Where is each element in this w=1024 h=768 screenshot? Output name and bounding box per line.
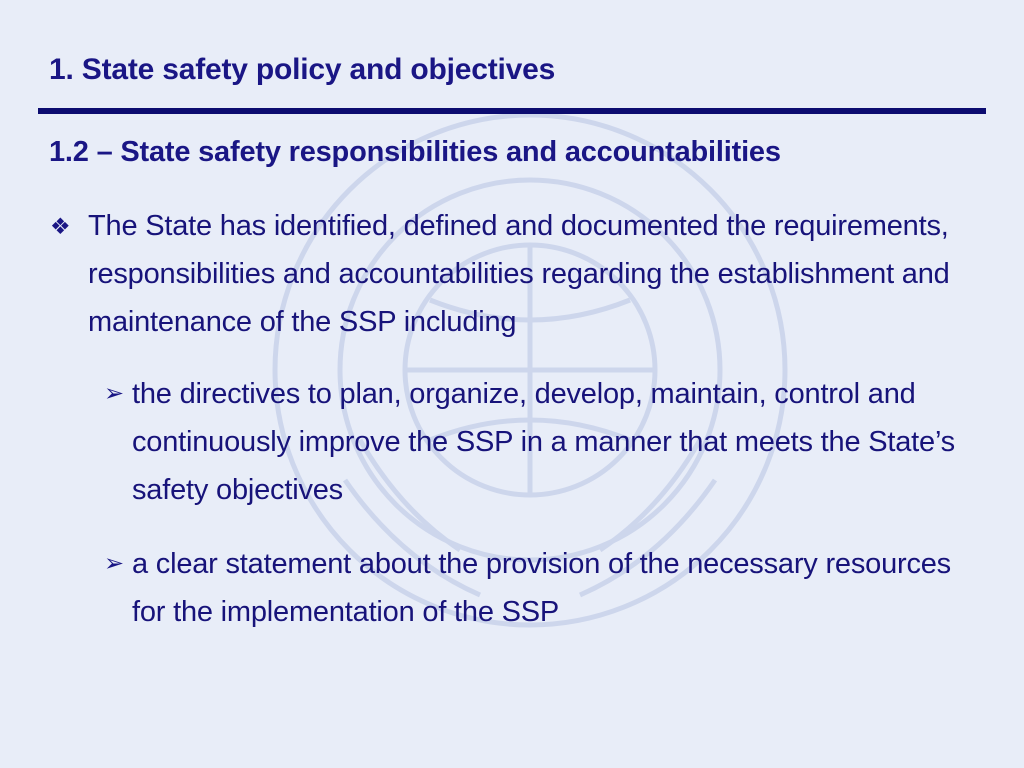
sub-bullet-resources <box>104 540 984 636</box>
sub-bullet-directives <box>104 370 984 514</box>
section-subtitle: 1.2 – State safety responsibilities and accountabilities <box>49 136 781 168</box>
main-bullet <box>50 202 970 346</box>
title-divider <box>38 108 986 114</box>
sub-bullet-text: the directives to plan, organize, develop, maintain, control and continuously improve the SSP in a manner that meets the State’s safety objectives <box>132 378 955 506</box>
sub-bullet-text: a clear statement about the provision of the necessary resources for the implementation of the SSP <box>132 548 951 628</box>
main-bullet-text: The State has identified, defined and documented the requirements, responsibilities and accountabilities regarding the establishment and maintenance of the SSP including <box>88 210 950 338</box>
slide-title: 1. State safety policy and objectives <box>49 53 556 86</box>
arrow-bullet-icon: ➢ <box>104 380 125 407</box>
arrow-bullet-icon: ➢ <box>104 550 125 577</box>
diamond-bullet-icon: ❖ <box>50 213 71 239</box>
